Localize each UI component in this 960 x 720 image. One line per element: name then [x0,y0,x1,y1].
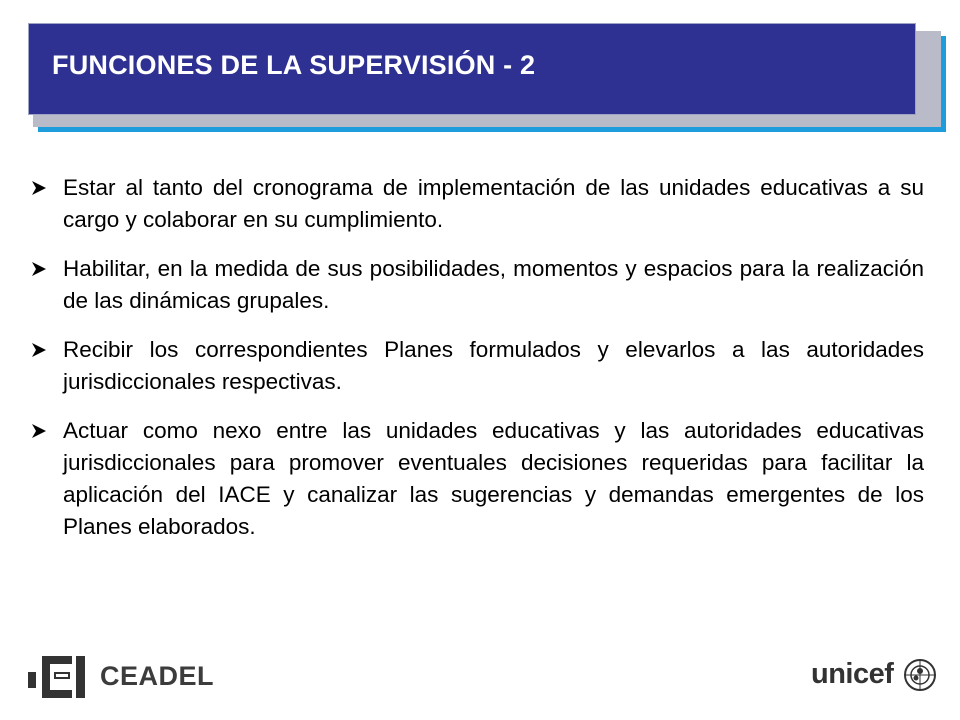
ceadel-emblem-icon [28,654,92,700]
bullet-item [30,253,924,317]
bullet-item [30,415,924,543]
arrow-bullet-icon [30,342,48,358]
title-banner [28,23,916,115]
slide-title: FUNCIONES DE LA SUPERVISIÓN - 2 [52,50,536,80]
bullet-list [30,172,924,560]
unicef-logo-text: unicef [811,658,894,690]
bullet-text: Actuar como nexo entre las unidades educativas y las autoridades educativas jurisdiccionales para promover eventuales decisiones requeridas para facilitar la aplicación del IACE y canalizar las sugerencias y demandas emergentes de los Planes elaborados. [63,418,924,539]
arrow-bullet-icon [30,423,48,439]
ceadel-logo [28,654,215,700]
bullet-text: Recibir los correspondientes Planes formulados y elevarlos a las autoridades jurisdiccionales respectivas. [63,337,924,394]
bullet-item [30,334,924,398]
unicef-logo [811,656,939,696]
arrow-bullet-icon [30,261,48,277]
bullet-item [30,172,924,236]
bullet-text: Habilitar, en la medida de sus posibilidades, momentos y espacios para la realización de las dinámicas grupales. [63,256,924,313]
arrow-bullet-icon [30,180,48,196]
bullet-text: Estar al tanto del cronograma de implementación de las unidades educativas a su cargo y colaborar en su cumplimiento. [63,175,924,232]
ceadel-logo-text: CEADEL [100,661,215,691]
unicef-emblem-icon [903,658,937,692]
